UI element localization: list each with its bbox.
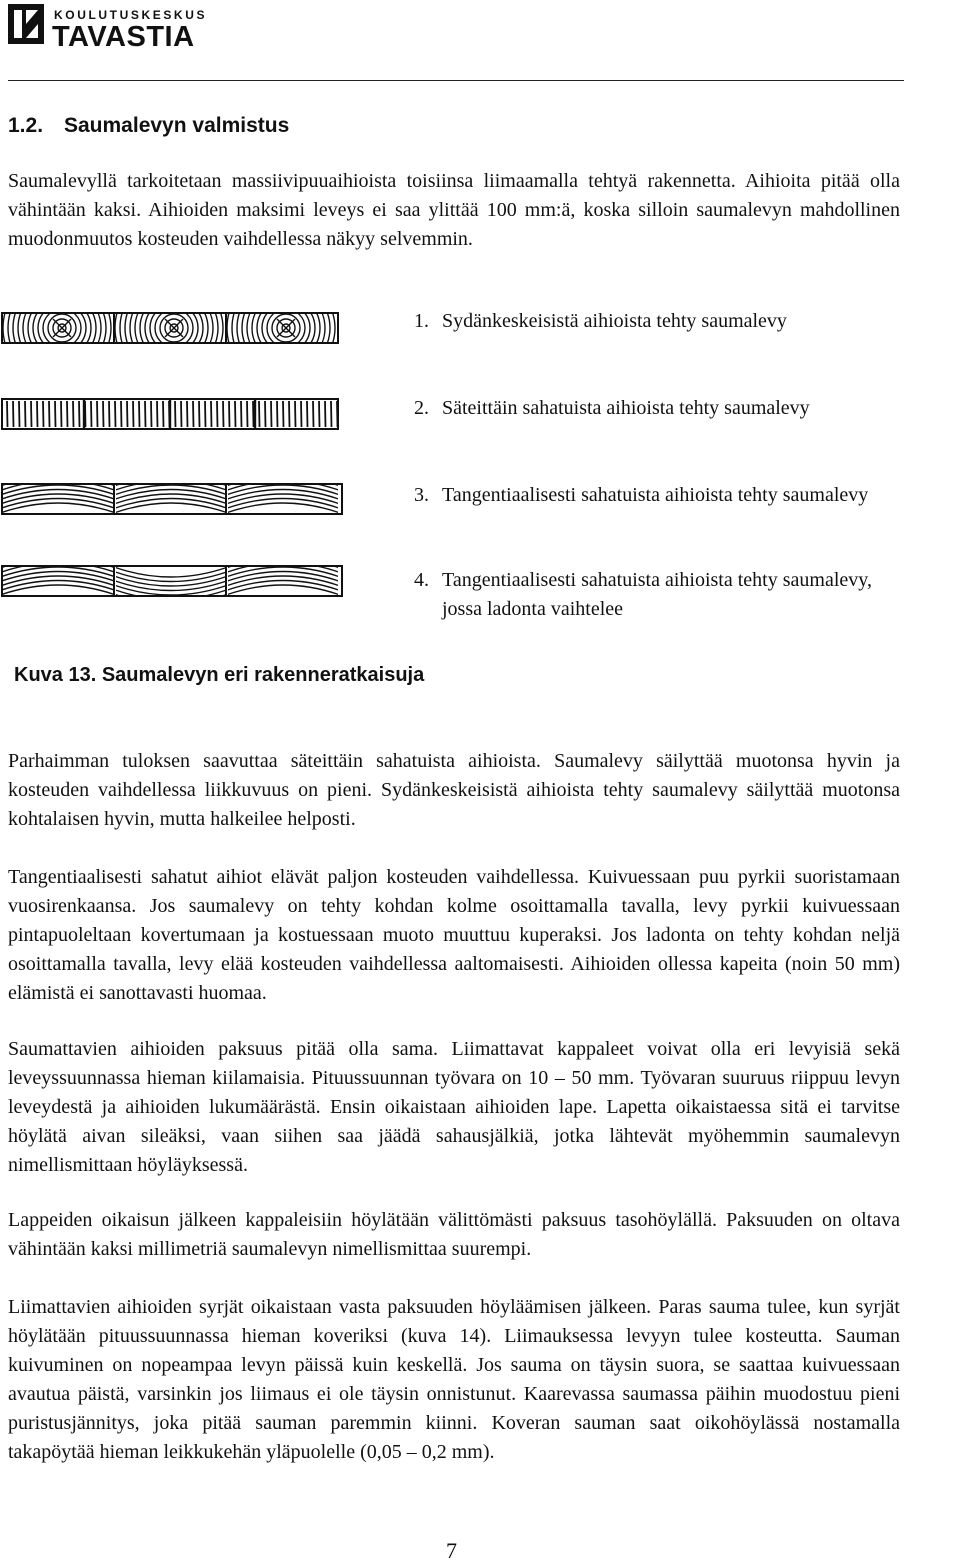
logo-emblem-icon bbox=[8, 4, 44, 44]
caption-3: 3. Tangentiaalisesti sahatuista aihioista tehty saumalevy bbox=[414, 484, 869, 506]
caption-1: 1. Sydänkeskeisistä aihioista tehty saumalevy bbox=[414, 310, 787, 332]
figure-title: Kuva 13. Saumalevyn eri rakenneratkaisuja bbox=[14, 664, 425, 686]
logo-text-bottom: TAVASTIA bbox=[52, 21, 195, 53]
paragraph-4: Lappeiden oikaisun jälkeen kappaleisiin höylätään välittömästi paksuus tasohöylällä. Paksuuden on oltava vähintään kaksi millimetriä saumalevyn nimellismittaa suurempi. bbox=[8, 1209, 900, 1260]
caption-4: 4. Tangentiaalisesti sahatuista aihioista tehty saumalevy, jossa ladonta vaihtelee bbox=[414, 566, 872, 624]
paragraph-3: Saumattavien aihioiden paksuus pitää olla sama. Liimattavat kappaleet voivat olla eri levyisiä sekä leveyssuunnassa hieman kiilamaisia. Pituussuunnan työvara on 10 – 50 mm. Työvaran suuruus riippuu levyn leveydestä ja aihioiden lukumäärästä. Ensin oikaistaan aihioiden lape. Lapetta oikaistaessa sitä ei tarvitse höylätä aivan sileäksi, vaan siihen saa jäädä sahausjälkiä, jotka lähtevät myöhemmin saumalevyn nimellismittaan höyläyksessä. bbox=[8, 1038, 900, 1176]
paragraph-5: Liimattavien aihioiden syrjät oikaistaan vasta paksuuden höyläämisen jälkeen. Paras sauma tulee, kun syrjät höylätään pituussuunnassa hieman koveriksi (kuva 14). Liimauksessa levyyn tulee kosteutta. Sauman kuivuminen on nopeampaa levyn päissä kuin keskellä. Jos sauma on täysin suora, se saattaa kuivuessaan avautua päistä, varsinkin jos liimaus ei ole täysin onnistunut. Kaarevassa saumassa päihin muodostuu pieni puristusjännitys, joka pitää sauman paremmin kiinni. Koveran sauman saat oikohöylässä nostamalla takapöytää hieman leikkukehän yläpuolelle (0,05 – 0,2 mm). bbox=[8, 1296, 900, 1463]
paragraph-1: Parhaimman tuloksen saavuttaa säteittäin sahatuista aihioista. Saumalevy säilyttää muotonsa hyvin ja kosteuden vaihdellessa liikkuvuus on pieni. Sydänkeskeisistä aihioista tehty saumalevy säilyttää muotonsa kohtalaisen hyvin, mutta halkeilee helposti. bbox=[8, 750, 900, 830]
section-number: 1.2. bbox=[8, 114, 44, 137]
board-radial-sawn bbox=[2, 399, 338, 429]
figure-board-diagrams bbox=[0, 296, 350, 606]
board-tangential-alternating bbox=[0, 554, 348, 607]
board-pith-centered bbox=[2, 296, 345, 387]
section-heading bbox=[8, 114, 289, 138]
intro-paragraph: Saumalevyllä tarkoitetaan massiivipuuaihioista toisiinsa liimaamalla tehtyä rakennetta. Aihioita pitää olla vähintään kaksi. Aihioiden maksimi leveys ei saa ylittää 100 mm:ä, koska silloin saumalevyn mahdollinen muodonmuutos kosteuden vaihdellessa näkyy selvemmin. bbox=[8, 170, 900, 250]
paragraph-2: Tangentiaalisesti sahatut aihiot elävät paljon kosteuden vaihdellessa. Kuivuessaan puu pyrkii suoristamaan vuosirenkaansa. Jos saumalevy on tehty kohdan kolme osoittamalla tavalla, levy pyrkii kuivuessaan pintapuoleltaan kovertumaan ja kostuessaan muoto muuttuu kuperaksi. Jos ladonta on tehty kohdan neljä osoittamalla tavalla, levy elää kosteuden vaihdellessa aaltomaisesti. Aihioiden ollessa kapeita (noin 50 mm) elämistä ei sanottavasti huomaa. bbox=[8, 866, 900, 1004]
caption-4-continued: jossa ladonta vaihtelee bbox=[442, 598, 624, 620]
logo-text-top: KOULUTUSKESKUS bbox=[54, 8, 208, 22]
section-title: Saumalevyn valmistus bbox=[64, 114, 290, 137]
board-tangential-sawn bbox=[0, 472, 348, 517]
header-divider bbox=[8, 80, 904, 81]
page-number: 7 bbox=[446, 1538, 457, 1563]
caption-2: 2. Säteittäin sahatuista aihioista tehty saumalevy bbox=[414, 397, 810, 419]
